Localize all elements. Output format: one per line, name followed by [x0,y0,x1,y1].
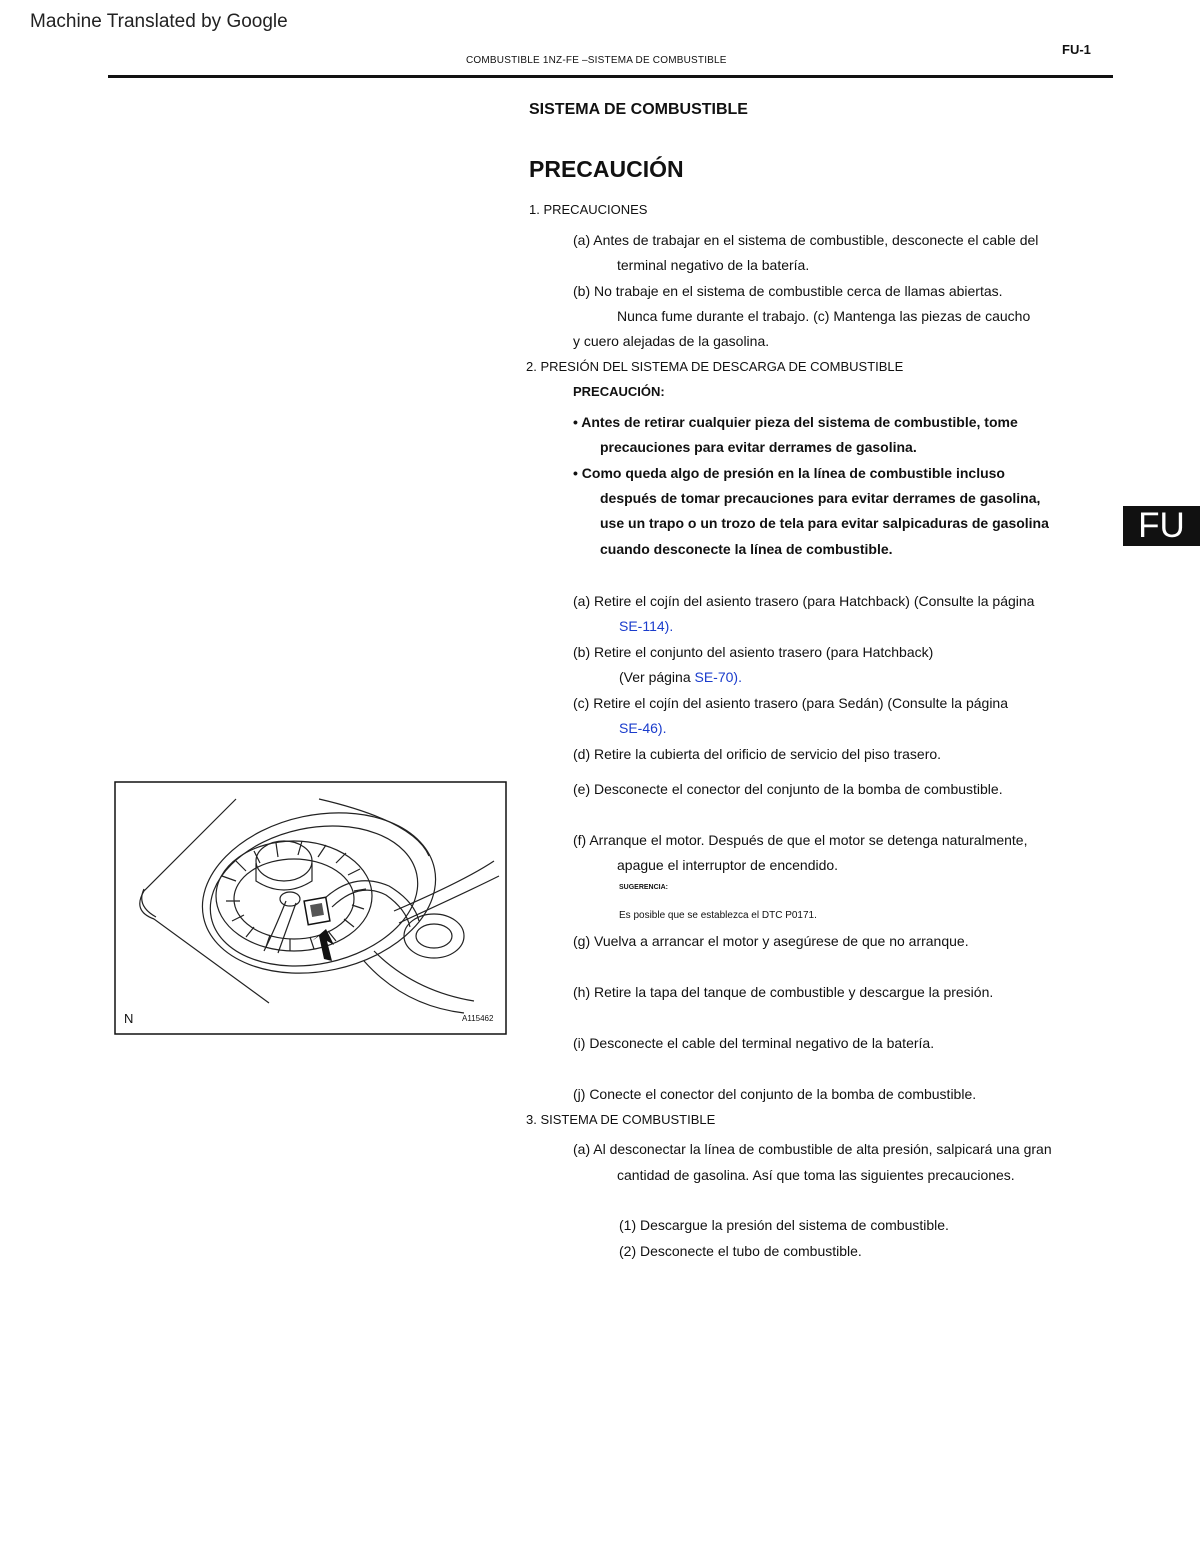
s2-g: (g) Vuelva a arrancar el motor y asegúrese de que no arranque. [573,933,969,949]
s2-caution-2c: use un trapo o un trozo de tela para evitar salpicaduras de gasolina [600,515,1049,531]
fuel-pump-illustration [114,781,507,1035]
s3-p2: (2) Desconecte el tubo de combustible. [619,1243,862,1259]
page-number: FU-1 [1062,42,1091,57]
s1-title: 1. PRECAUCIONES [529,202,648,217]
s2-caution-2a: • Como queda algo de presión en la línea de combustible incluso [573,465,1005,481]
page-heading: PRECAUCIÓN [529,156,684,182]
s3-a-line2: cantidad de gasolina. Así que toma las siguientes precauciones. [617,1167,1015,1183]
s2-j: (j) Conecte el conector del conjunto de la bomba de combustible. [573,1086,977,1102]
s2-title: 2. PRESIÓN DEL SISTEMA DE DESCARGA DE COMBUSTIBLE [526,359,904,374]
s2-h: (h) Retire la tapa del tanque de combustible y descargue la presión. [573,984,994,1000]
s2-caution-2b: después de tomar precauciones para evitar derrames de gasolina, [600,490,1041,506]
s3-title: 3. SISTEMA DE COMBUSTIBLE [526,1112,716,1127]
section-tab-fu: FU [1123,506,1200,546]
s3-p1: (1) Descargue la presión del sistema de combustible. [619,1217,949,1233]
s2-c-line1: (c) Retire el cojín del asiento trasero (para Sedán) (Consulte la página [573,695,1009,711]
s2-f-line1: (f) Arranque el motor. Después de que el motor se detenga naturalmente, [573,832,1028,848]
s1-a-line2: terminal negativo de la batería. [617,257,810,273]
link-se-114[interactable]: SE-114). [619,618,674,634]
s2-i: (i) Desconecte el cable del terminal negativo de la batería. [573,1035,935,1051]
figure-corner-letter: N [124,1011,134,1026]
link-se-70[interactable]: SE-70). [694,669,742,685]
s2-e: (e) Desconecte el conector del conjunto de la bomba de combustible. [573,781,1003,797]
s2-b-prefix: (Ver página [619,669,691,685]
s2-d: (d) Retire la cubierta del orificio de servicio del piso trasero. [573,746,942,762]
s2-b-line2 [619,669,742,685]
s2-a-line1: (a) Retire el cojín del asiento trasero (para Hatchback) (Consulte la página [573,593,1035,609]
header-rule [108,75,1113,78]
fuel-pump-figure [114,781,507,1035]
s1-a-line1: (a) Antes de trabajar en el sistema de combustible, desconecte el cable del [573,232,1039,248]
section-title: SISTEMA DE COMBUSTIBLE [529,101,748,118]
s2-caution-1a: • Antes de retirar cualquier pieza del sistema de combustible, tome [573,414,1018,430]
s2-b-line1: (b) Retire el conjunto del asiento trasero (para Hatchback) [573,644,934,660]
s2-caution-label: PRECAUCIÓN: [573,384,665,399]
s2-caution-2d: cuando desconecte la línea de combustible. [600,541,893,557]
s2-f-hint: Es posible que se establezca el DTC P0171. [619,910,817,921]
s2-f-hint-label: SUGERENCIA: [619,884,669,891]
s2-caution-1b: precauciones para evitar derrames de gasolina. [600,439,917,455]
s1-b-line1: (b) No trabaje en el sistema de combustible cerca de llamas abiertas. [573,283,1003,299]
running-header: COMBUSTIBLE 1NZ-FE –SISTEMA DE COMBUSTIBLE [466,55,727,66]
s1-b-line2: Nunca fume durante el trabajo. (c) Mantenga las piezas de caucho [617,308,1031,324]
watermark: Machine Translated by Google [30,11,288,32]
figure-code: A115462 [462,1014,494,1023]
link-se-46[interactable]: SE-46). [619,720,667,736]
s3-a-line1: (a) Al desconectar la línea de combustible de alta presión, salpicará una gran [573,1141,1052,1157]
s2-f-line2: apague el interruptor de encendido. [617,857,839,873]
s1-b-line3: y cuero alejadas de la gasolina. [573,333,770,349]
